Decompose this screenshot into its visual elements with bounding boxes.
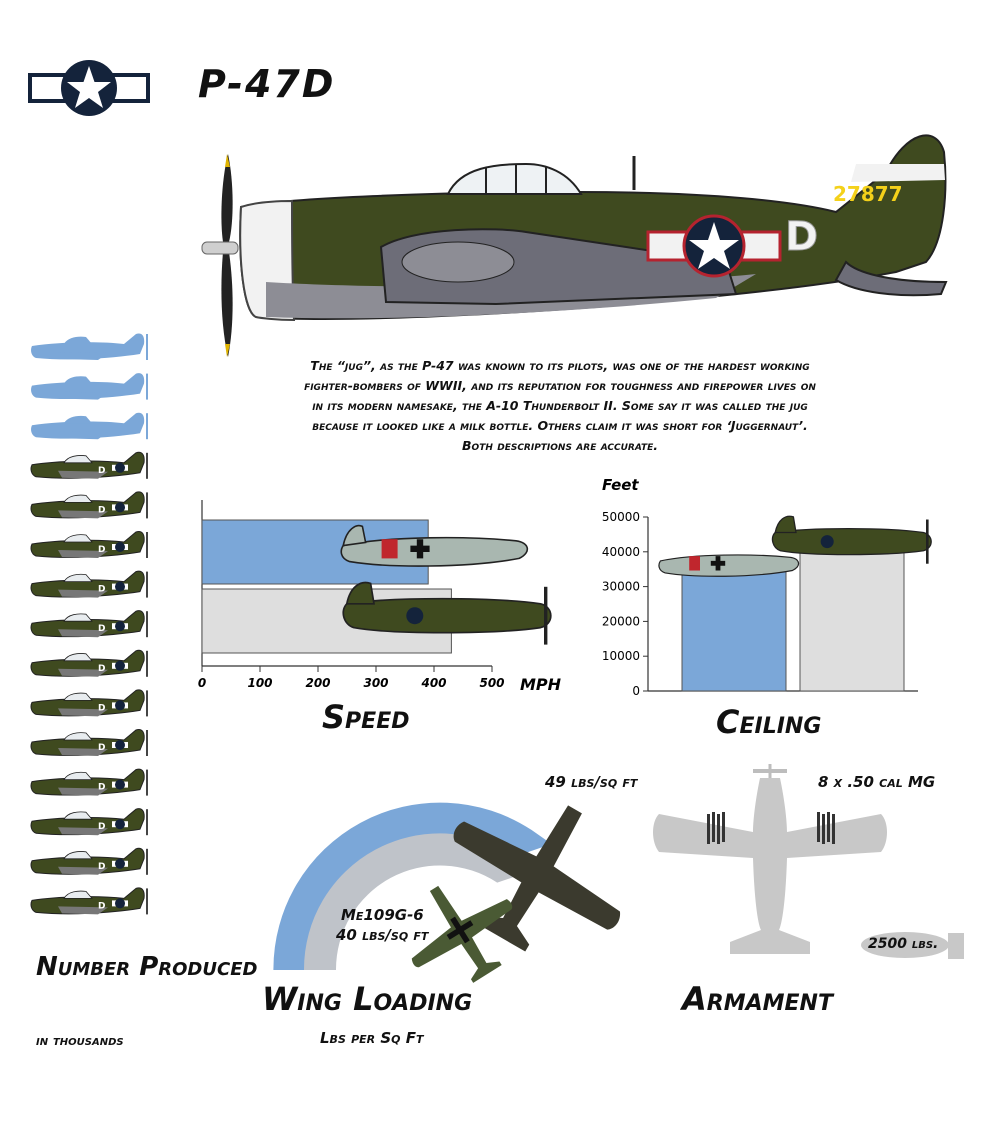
production-icon-green — [31, 809, 148, 836]
production-icon-green — [31, 571, 148, 598]
wing-loading-p47-label: 49 lbs/sq ft — [545, 773, 638, 791]
ceiling-y-label: Feet — [602, 476, 639, 494]
speed-tick-label: 300 — [363, 676, 389, 690]
speed-tick-label: 400 — [421, 676, 447, 690]
production-icon-green — [31, 690, 148, 717]
production-icon-green — [31, 531, 148, 558]
ceiling-tick-label: 0 — [632, 684, 640, 698]
p47-main-illustration — [196, 112, 956, 362]
armament-bomb-label: 2500 lbs. — [868, 936, 939, 952]
svg-text:D: D — [98, 782, 106, 793]
wing-loading-graphic — [250, 770, 630, 990]
production-icon-blue — [31, 413, 148, 440]
wing-loading-title: Wing Loading — [262, 980, 473, 1018]
production-icon-green — [31, 729, 148, 756]
tail-letter: D — [785, 214, 819, 260]
svg-text:D: D — [98, 663, 106, 674]
armament-top-view-plane — [645, 762, 975, 962]
speed-chart — [190, 490, 590, 700]
svg-text:D: D — [98, 822, 106, 833]
speed-tick-label: 0 — [197, 676, 207, 690]
description-line: The “jug”, as the P-47 was known to its pilots, was one of the hardest working — [310, 358, 810, 373]
ceiling-bar — [800, 548, 904, 691]
speed-tick-label: 100 — [247, 676, 273, 690]
production-icon-blue — [31, 333, 148, 360]
description-line: Both descriptions are accurate. — [462, 438, 658, 453]
svg-text:D: D — [98, 743, 106, 753]
speed-x-label: MPH — [520, 675, 562, 694]
production-pictogram — [22, 330, 162, 930]
description-line: because it looked like a milk bottle. Others claim it was short for ‘Juggernaut’. — [312, 418, 808, 433]
svg-text:D: D — [98, 624, 106, 635]
svg-text:D: D — [98, 703, 106, 714]
speed-tick-label: 500 — [479, 676, 505, 690]
tail-number: 27877 — [833, 182, 903, 206]
description-paragraph — [250, 356, 870, 456]
ceiling-title: Ceiling — [716, 703, 822, 741]
svg-text:D: D — [98, 545, 106, 555]
description-line: in its modern namesake, the A-10 Thunderbolt II. Some say it was called the jug — [312, 398, 808, 413]
wing-loading-subtitle: Lbs per Sq Ft — [320, 1029, 424, 1047]
wing-loading-me109-label: 40 lbs/sq ft — [336, 926, 429, 944]
ceiling-tick-label: 20000 — [601, 614, 640, 629]
production-icon-blue — [31, 373, 148, 400]
ceiling-tick-label: 50000 — [601, 510, 640, 524]
svg-text:D: D — [98, 465, 106, 476]
production-icon-green — [31, 888, 148, 915]
svg-text:D: D — [98, 505, 106, 516]
svg-text:D: D — [98, 901, 106, 912]
production-icon-green — [31, 769, 148, 796]
svg-text:D: D — [98, 861, 106, 872]
production-icon-green — [31, 452, 148, 479]
ceiling-bar — [682, 566, 786, 691]
speed-title: Speed — [322, 698, 410, 736]
description-line: fighter-bombers of WWII, and its reputation for toughness and firepower lives on — [304, 378, 816, 393]
ceiling-tick-label: 10000 — [601, 649, 640, 664]
ceiling-chart — [590, 470, 950, 705]
ceiling-tick-label: 40000 — [601, 544, 640, 559]
production-icon-green — [31, 611, 148, 638]
production-icon-green — [31, 492, 148, 519]
roundel-icon — [28, 58, 150, 118]
production-title: Number Produced — [36, 952, 258, 982]
page-title: P-47D — [198, 62, 336, 106]
wing-loading-me109-name: Me109G-6 — [341, 906, 424, 924]
production-icon-green — [31, 848, 148, 875]
bf109-ceiling-illustration — [659, 555, 799, 576]
armament-title: Armament — [682, 980, 833, 1018]
speed-tick-label: 200 — [305, 676, 331, 690]
armament-guns-label: 8 x .50 cal MG — [818, 773, 936, 791]
svg-text:D: D — [98, 584, 106, 595]
production-icon-green — [31, 650, 148, 677]
p47-top-view-plane — [420, 770, 630, 984]
ceiling-tick-label: 30000 — [601, 579, 640, 594]
production-subtitle: in thousands — [36, 1033, 124, 1049]
